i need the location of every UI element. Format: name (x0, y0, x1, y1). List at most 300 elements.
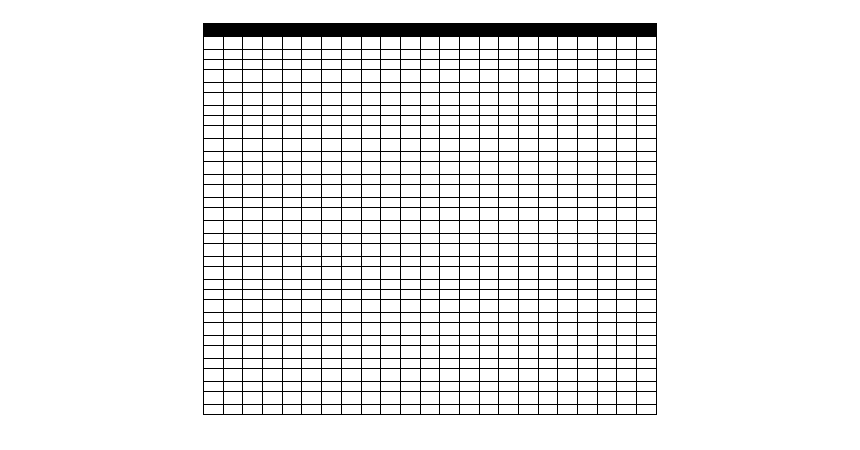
table-cell (597, 392, 617, 405)
table-cell (361, 280, 381, 290)
table-cell (459, 392, 479, 405)
table-row (204, 290, 657, 300)
table-cell (204, 93, 224, 106)
table-cell (282, 280, 302, 290)
table-cell (617, 267, 637, 280)
table-cell (400, 50, 420, 60)
table-cell (322, 208, 342, 221)
table-cell (578, 83, 598, 93)
table-cell (381, 162, 401, 175)
table-cell (263, 405, 283, 415)
table-cell (637, 405, 657, 415)
table-cell (499, 257, 519, 267)
table-cell (538, 323, 558, 336)
table-cell (597, 198, 617, 208)
table-cell (302, 116, 322, 126)
column-header-22 (617, 24, 637, 37)
table-cell (479, 50, 499, 60)
table-cell (519, 60, 539, 70)
table-cell (479, 300, 499, 313)
table-cell (637, 37, 657, 50)
table-cell (420, 93, 440, 106)
table-cell (302, 126, 322, 139)
table-cell (341, 126, 361, 139)
table-cell (263, 392, 283, 405)
table-cell (341, 369, 361, 382)
table-cell (243, 221, 263, 234)
table-cell (538, 185, 558, 198)
table-cell (597, 323, 617, 336)
table-cell (223, 313, 243, 323)
table-cell (341, 267, 361, 280)
table-cell (459, 244, 479, 257)
table-cell (361, 83, 381, 93)
table-cell (243, 185, 263, 198)
table-cell (282, 290, 302, 300)
table-cell (637, 93, 657, 106)
table-cell (558, 126, 578, 139)
table-cell (597, 280, 617, 290)
table-row (204, 267, 657, 280)
table-cell (637, 359, 657, 369)
table-cell (519, 37, 539, 50)
table-cell (578, 300, 598, 313)
table-cell (597, 257, 617, 267)
table-cell (263, 50, 283, 60)
table-cell (440, 244, 460, 257)
table-cell (341, 70, 361, 83)
table-cell (223, 139, 243, 152)
table-cell (538, 234, 558, 244)
table-cell (459, 93, 479, 106)
table-cell (223, 323, 243, 336)
table-cell (282, 208, 302, 221)
table-cell (361, 126, 381, 139)
table-cell (282, 336, 302, 346)
table-cell (204, 175, 224, 185)
table-cell (617, 221, 637, 234)
table-cell (499, 359, 519, 369)
table-cell (440, 70, 460, 83)
table-cell (499, 116, 519, 126)
column-header-15 (479, 24, 499, 37)
table-cell (459, 208, 479, 221)
table-cell (597, 369, 617, 382)
table-cell (637, 106, 657, 116)
table-cell (400, 221, 420, 234)
table-cell (440, 221, 460, 234)
table-cell (223, 198, 243, 208)
table-cell (578, 346, 598, 359)
table-cell (538, 290, 558, 300)
table-cell (263, 359, 283, 369)
table-cell (637, 139, 657, 152)
table-cell (479, 405, 499, 415)
table-cell (420, 175, 440, 185)
table-cell (322, 346, 342, 359)
table-cell (302, 139, 322, 152)
table-cell (597, 70, 617, 83)
table-cell (204, 37, 224, 50)
table-cell (499, 126, 519, 139)
table-cell (420, 234, 440, 244)
table-cell (558, 313, 578, 323)
table-cell (519, 244, 539, 257)
table-cell (519, 323, 539, 336)
table-cell (538, 257, 558, 267)
table-row (204, 70, 657, 83)
table-cell (538, 126, 558, 139)
table-cell (479, 93, 499, 106)
table-cell (302, 175, 322, 185)
table-cell (381, 382, 401, 392)
table-cell (499, 37, 519, 50)
table-cell (538, 139, 558, 152)
table-cell (637, 392, 657, 405)
table-cell (459, 50, 479, 60)
table-cell (223, 152, 243, 162)
table-body (204, 37, 657, 415)
table-cell (637, 313, 657, 323)
table-cell (617, 257, 637, 267)
table-cell (420, 280, 440, 290)
column-header-14 (459, 24, 479, 37)
table-cell (459, 162, 479, 175)
table-cell (381, 37, 401, 50)
table-cell (400, 267, 420, 280)
table-cell (263, 60, 283, 70)
table-cell (243, 162, 263, 175)
table-cell (558, 152, 578, 162)
table-cell (341, 323, 361, 336)
table-cell (381, 60, 401, 70)
table-cell (361, 116, 381, 126)
table-cell (302, 313, 322, 323)
table-cell (361, 152, 381, 162)
table-cell (578, 257, 598, 267)
table-cell (479, 139, 499, 152)
table-cell (578, 382, 598, 392)
data-table (203, 23, 657, 415)
table-cell (617, 300, 637, 313)
table-cell (558, 106, 578, 116)
table-cell (578, 162, 598, 175)
column-header-23 (637, 24, 657, 37)
table-cell (479, 126, 499, 139)
table-cell (322, 267, 342, 280)
table-cell (479, 208, 499, 221)
table-cell (538, 152, 558, 162)
table-cell (322, 280, 342, 290)
table-row (204, 152, 657, 162)
table-cell (322, 50, 342, 60)
table-cell (204, 162, 224, 175)
table-cell (637, 221, 657, 234)
table-cell (479, 175, 499, 185)
table-cell (243, 290, 263, 300)
table-cell (341, 300, 361, 313)
table-cell (420, 336, 440, 346)
table-cell (282, 392, 302, 405)
table-cell (243, 257, 263, 267)
table-cell (400, 70, 420, 83)
table-row (204, 257, 657, 267)
table-cell (538, 60, 558, 70)
table-cell (263, 369, 283, 382)
table-cell (558, 280, 578, 290)
table-cell (519, 267, 539, 280)
column-header-7 (322, 24, 342, 37)
column-header-6 (302, 24, 322, 37)
table-cell (204, 382, 224, 392)
table-cell (400, 162, 420, 175)
table-cell (637, 126, 657, 139)
table-cell (617, 93, 637, 106)
table-cell (617, 116, 637, 126)
table-cell (420, 126, 440, 139)
table-cell (519, 336, 539, 346)
table-cell (400, 336, 420, 346)
table-cell (558, 162, 578, 175)
table-cell (322, 139, 342, 152)
table-cell (302, 162, 322, 175)
table-cell (302, 60, 322, 70)
table-cell (243, 208, 263, 221)
table-cell (538, 93, 558, 106)
table-cell (223, 369, 243, 382)
table-cell (420, 323, 440, 336)
table-row (204, 83, 657, 93)
table-cell (519, 300, 539, 313)
table-cell (341, 392, 361, 405)
table-cell (440, 323, 460, 336)
table-cell (578, 70, 598, 83)
table-cell (617, 323, 637, 336)
table-cell (322, 60, 342, 70)
table-cell (440, 313, 460, 323)
table-cell (459, 323, 479, 336)
table-cell (420, 267, 440, 280)
table-cell (558, 175, 578, 185)
table-cell (361, 346, 381, 359)
table-cell (282, 162, 302, 175)
table-cell (519, 139, 539, 152)
table-cell (341, 50, 361, 60)
table-cell (341, 382, 361, 392)
table-cell (282, 323, 302, 336)
table-cell (243, 93, 263, 106)
table-cell (440, 126, 460, 139)
table-cell (302, 152, 322, 162)
table-cell (322, 126, 342, 139)
table-cell (519, 369, 539, 382)
table-cell (263, 382, 283, 392)
table-cell (479, 346, 499, 359)
table-cell (263, 106, 283, 116)
table-cell (440, 359, 460, 369)
table-cell (204, 267, 224, 280)
table-cell (223, 234, 243, 244)
table-cell (322, 93, 342, 106)
table-cell (558, 244, 578, 257)
table-cell (519, 126, 539, 139)
table-cell (381, 300, 401, 313)
table-cell (519, 50, 539, 60)
table-cell (538, 300, 558, 313)
table-cell (597, 83, 617, 93)
table-cell (400, 382, 420, 392)
table-cell (341, 185, 361, 198)
table-row (204, 116, 657, 126)
table-cell (578, 221, 598, 234)
table-cell (263, 185, 283, 198)
column-header-12 (420, 24, 440, 37)
table-cell (361, 37, 381, 50)
table-cell (341, 208, 361, 221)
table-cell (538, 50, 558, 60)
column-header-9 (361, 24, 381, 37)
table-cell (459, 139, 479, 152)
table-cell (479, 244, 499, 257)
table-cell (223, 83, 243, 93)
table-cell (361, 208, 381, 221)
table-cell (578, 234, 598, 244)
table-cell (223, 290, 243, 300)
table-cell (223, 405, 243, 415)
column-header-20 (578, 24, 598, 37)
table-cell (617, 175, 637, 185)
table-cell (400, 175, 420, 185)
table-cell (617, 313, 637, 323)
table-cell (381, 369, 401, 382)
table-cell (282, 185, 302, 198)
table-cell (617, 405, 637, 415)
column-header-8 (341, 24, 361, 37)
table-cell (263, 198, 283, 208)
table-cell (361, 359, 381, 369)
table-cell (282, 369, 302, 382)
table-cell (420, 185, 440, 198)
table-cell (361, 185, 381, 198)
table-cell (440, 300, 460, 313)
table-cell (263, 126, 283, 139)
table-cell (243, 392, 263, 405)
table-cell (243, 50, 263, 60)
table-cell (440, 50, 460, 60)
table-cell (204, 323, 224, 336)
table-cell (341, 221, 361, 234)
table-cell (204, 234, 224, 244)
table-cell (420, 300, 440, 313)
table-cell (263, 152, 283, 162)
table-cell (597, 162, 617, 175)
table-cell (223, 126, 243, 139)
table-cell (558, 346, 578, 359)
column-header-11 (400, 24, 420, 37)
table-cell (282, 300, 302, 313)
table-cell (558, 267, 578, 280)
table-cell (204, 106, 224, 116)
table-cell (361, 323, 381, 336)
table-cell (243, 70, 263, 83)
table-cell (322, 37, 342, 50)
table-cell (263, 234, 283, 244)
table-cell (597, 37, 617, 50)
table-cell (459, 221, 479, 234)
table-cell (479, 152, 499, 162)
table-cell (578, 267, 598, 280)
table-cell (479, 234, 499, 244)
table-cell (263, 267, 283, 280)
table-cell (578, 405, 598, 415)
table-cell (519, 280, 539, 290)
table-cell (499, 93, 519, 106)
table-cell (597, 185, 617, 198)
table-cell (597, 300, 617, 313)
table-cell (243, 300, 263, 313)
table-cell (282, 60, 302, 70)
table-cell (499, 198, 519, 208)
table-cell (597, 60, 617, 70)
table-cell (381, 244, 401, 257)
table-cell (440, 267, 460, 280)
data-table-sheet (203, 23, 657, 415)
table-cell (499, 50, 519, 60)
table-row (204, 405, 657, 415)
table-cell (538, 221, 558, 234)
table-cell (263, 93, 283, 106)
table-cell (459, 369, 479, 382)
table-cell (400, 60, 420, 70)
table-cell (381, 139, 401, 152)
table-cell (578, 336, 598, 346)
column-header-13 (440, 24, 460, 37)
table-cell (361, 70, 381, 83)
table-cell (243, 359, 263, 369)
table-cell (459, 359, 479, 369)
table-cell (341, 37, 361, 50)
table-cell (400, 244, 420, 257)
table-cell (361, 290, 381, 300)
table-row (204, 300, 657, 313)
table-cell (282, 221, 302, 234)
table-cell (440, 93, 460, 106)
table-cell (302, 323, 322, 336)
table-cell (282, 116, 302, 126)
table-cell (223, 336, 243, 346)
table-cell (361, 198, 381, 208)
table-cell (400, 280, 420, 290)
table-cell (617, 126, 637, 139)
table-cell (617, 234, 637, 244)
table-cell (420, 346, 440, 359)
table-row (204, 37, 657, 50)
table-cell (479, 323, 499, 336)
table-row (204, 280, 657, 290)
table-cell (302, 208, 322, 221)
table-cell (558, 300, 578, 313)
table-cell (440, 106, 460, 116)
table-cell (499, 323, 519, 336)
table-cell (223, 346, 243, 359)
table-cell (341, 106, 361, 116)
table-cell (459, 290, 479, 300)
table-cell (381, 346, 401, 359)
table-cell (578, 208, 598, 221)
table-cell (440, 392, 460, 405)
table-cell (223, 185, 243, 198)
table-cell (459, 280, 479, 290)
